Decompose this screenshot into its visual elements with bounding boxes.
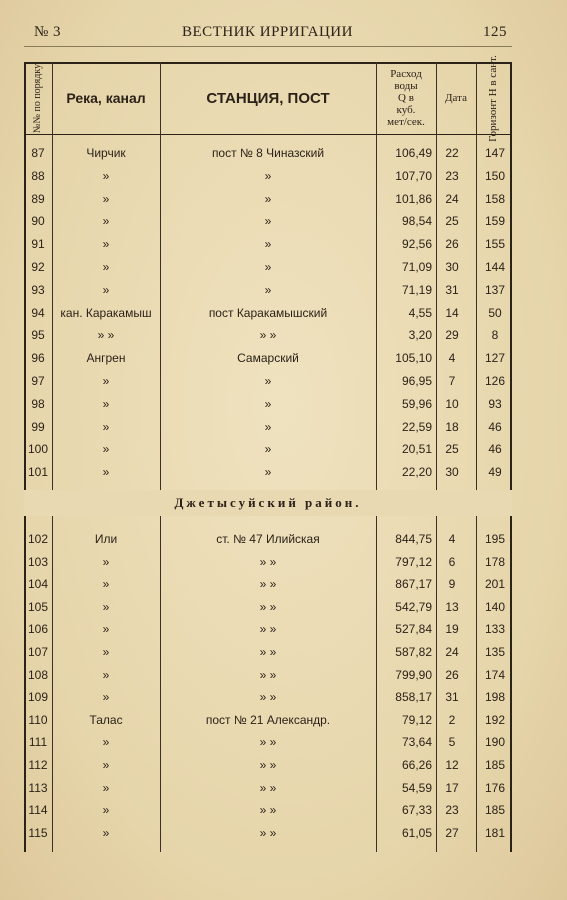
- river-cell: Ангрен: [86, 351, 126, 366]
- level-cell: 147: [484, 146, 506, 160]
- level-cell: 195: [484, 532, 506, 546]
- date-cell: 9: [448, 577, 456, 592]
- level-cell: 181: [484, 825, 506, 840]
- station-cell: пост № 21 Александр.: [205, 712, 331, 727]
- journal-title: ВЕСТНИК ИРРИГАЦИИ: [182, 24, 353, 40]
- col-header-discharge: Расход воды Q в куб. мет/сек.: [387, 68, 425, 128]
- station-cell: » »: [259, 577, 277, 592]
- date-cell: 22: [445, 146, 459, 160]
- row-number: 115: [28, 825, 48, 840]
- station-cell: » »: [259, 554, 277, 569]
- level-cell: 49: [488, 465, 502, 480]
- date-cell: 19: [445, 622, 459, 637]
- date-cell: 25: [445, 442, 459, 457]
- river-cell: »: [102, 396, 110, 411]
- river-cell: »: [102, 282, 110, 297]
- discharge-cell: 98,54: [401, 214, 432, 229]
- table-row: [24, 416, 512, 438]
- col-header-river: Река, канал: [66, 90, 146, 106]
- row-number: 90: [31, 214, 45, 229]
- date-cell: 26: [445, 667, 459, 682]
- table-row: [24, 641, 512, 663]
- station-cell: »: [264, 465, 272, 480]
- discharge-cell: 67,33: [401, 803, 432, 818]
- station-cell: »: [264, 442, 272, 457]
- river-cell: »: [102, 645, 110, 659]
- level-cell: 50: [488, 305, 502, 320]
- date-cell: 30: [445, 465, 459, 480]
- page-number: 125: [483, 24, 507, 40]
- river-cell: »: [102, 374, 110, 388]
- discharge-cell: 3,20: [408, 328, 432, 343]
- river-cell: »: [102, 667, 110, 682]
- station-cell: » »: [259, 690, 277, 705]
- table-row: [24, 664, 512, 686]
- date-cell: 18: [445, 419, 459, 434]
- row-number: 93: [31, 282, 45, 297]
- row-number: 111: [28, 735, 48, 750]
- table-row: [24, 142, 512, 164]
- row-number: 100: [27, 442, 49, 457]
- station-cell: »: [264, 191, 272, 206]
- row-number: 113: [28, 780, 48, 795]
- river-cell: »: [102, 191, 110, 206]
- river-cell: »: [102, 237, 110, 252]
- river-cell: »: [102, 260, 110, 274]
- station-cell: Самарский: [237, 351, 299, 366]
- station-cell: » »: [259, 825, 277, 840]
- row-number: 97: [31, 374, 45, 388]
- row-number: 94: [31, 305, 45, 320]
- discharge-cell: 106,49: [395, 146, 432, 160]
- station-cell: »: [264, 419, 272, 434]
- river-cell: »: [102, 465, 110, 480]
- station-cell: » »: [259, 803, 277, 818]
- discharge-cell: 79,12: [401, 712, 432, 727]
- station-cell: » »: [259, 758, 277, 772]
- table-row: [24, 686, 512, 708]
- row-number: 102: [27, 532, 49, 546]
- river-cell: »: [102, 419, 110, 434]
- col-header-date: Дата: [445, 92, 467, 104]
- discharge-cell: 858,17: [395, 690, 432, 705]
- row-number: 114: [28, 803, 48, 818]
- river-cell: »: [102, 168, 110, 183]
- row-number: 88: [31, 168, 45, 183]
- discharge-cell: 20,51: [401, 442, 432, 457]
- table-row: [24, 347, 512, 369]
- discharge-cell: 92,56: [401, 237, 432, 252]
- date-cell: 17: [445, 780, 459, 795]
- table-row: [24, 822, 512, 844]
- station-cell: » »: [259, 645, 277, 659]
- date-cell: 7: [448, 374, 456, 388]
- table-row: [24, 256, 512, 278]
- river-cell: »: [102, 554, 110, 569]
- level-cell: 46: [488, 419, 502, 434]
- date-cell: 23: [445, 168, 459, 183]
- level-cell: 185: [484, 803, 506, 818]
- discharge-cell: 867,17: [395, 577, 432, 592]
- date-cell: 31: [445, 690, 459, 705]
- level-cell: 46: [488, 442, 502, 457]
- row-number: 101: [27, 465, 49, 480]
- river-cell: »: [102, 758, 110, 772]
- date-cell: 6: [448, 554, 456, 569]
- date-cell: 23: [445, 803, 459, 818]
- discharge-cell: 71,09: [401, 260, 432, 274]
- discharge-cell: 71,19: [401, 282, 432, 297]
- station-cell: » »: [259, 599, 277, 614]
- discharge-cell: 101,86: [395, 191, 432, 206]
- discharge-cell: 4,55: [408, 305, 432, 320]
- date-cell: 14: [445, 305, 459, 320]
- date-cell: 25: [445, 214, 459, 229]
- level-cell: 178: [484, 554, 506, 569]
- col-header-no: №№ по порядку: [32, 63, 44, 133]
- level-cell: 159: [484, 214, 506, 229]
- discharge-cell: 587,82: [395, 645, 432, 659]
- level-cell: 201: [484, 577, 506, 592]
- table-header-rule: [24, 134, 512, 135]
- station-cell: » »: [259, 328, 277, 343]
- discharge-cell: 797,12: [395, 554, 432, 569]
- discharge-cell: 66,26: [401, 758, 432, 772]
- date-cell: 27: [445, 825, 459, 840]
- table-row: [24, 573, 512, 595]
- discharge-cell: 105,10: [395, 351, 432, 366]
- row-number: 87: [31, 146, 45, 160]
- table-row: [24, 279, 512, 301]
- level-cell: 190: [484, 735, 506, 750]
- table-row: [24, 618, 512, 640]
- discharge-cell: 799,90: [395, 667, 432, 682]
- page-header: [28, 24, 507, 46]
- station-cell: » »: [259, 667, 277, 682]
- table-row: [24, 799, 512, 821]
- discharge-cell: 527,84: [395, 622, 432, 637]
- station-cell: »: [264, 396, 272, 411]
- level-cell: 192: [484, 712, 506, 727]
- date-cell: 26: [445, 237, 459, 252]
- level-cell: 176: [484, 780, 506, 795]
- level-cell: 133: [484, 622, 506, 637]
- level-cell: 198: [484, 690, 506, 705]
- table-row: [24, 438, 512, 460]
- level-cell: 127: [484, 351, 506, 366]
- station-cell: »: [264, 374, 272, 388]
- level-cell: 158: [484, 191, 506, 206]
- date-cell: 4: [448, 532, 456, 546]
- discharge-table: [24, 54, 512, 852]
- row-number: 105: [27, 599, 49, 614]
- issue-number: № 3: [34, 24, 62, 40]
- row-number: 91: [31, 237, 45, 252]
- level-cell: 126: [484, 374, 506, 388]
- table-row: [24, 461, 512, 483]
- discharge-cell: 107,70: [395, 168, 432, 183]
- station-cell: ст. № 47 Илийская: [216, 532, 320, 546]
- table-row: [24, 233, 512, 255]
- station-cell: »: [264, 214, 272, 229]
- station-cell: » »: [259, 780, 277, 795]
- level-cell: 185: [484, 758, 506, 772]
- row-number: 95: [31, 328, 45, 343]
- discharge-cell: 59,96: [401, 396, 432, 411]
- table-row: [24, 188, 512, 210]
- date-cell: 2: [448, 712, 456, 727]
- table-row: [24, 324, 512, 346]
- table-row: [24, 210, 512, 232]
- river-cell: »: [102, 577, 110, 592]
- discharge-cell: 61,05: [401, 825, 432, 840]
- river-cell: »: [102, 825, 110, 840]
- discharge-cell: 96,95: [401, 374, 432, 388]
- river-cell: Чирчик: [86, 146, 126, 160]
- table-row: [24, 551, 512, 573]
- level-cell: 144: [484, 260, 506, 274]
- level-cell: 93: [488, 396, 502, 411]
- table-row: [24, 731, 512, 753]
- level-cell: 8: [491, 328, 499, 343]
- row-number: 104: [27, 577, 49, 592]
- row-number: 112: [28, 758, 48, 772]
- table-row: [24, 528, 512, 550]
- station-cell: » »: [259, 735, 277, 750]
- date-cell: 4: [448, 351, 456, 366]
- date-cell: 29: [445, 328, 459, 343]
- discharge-cell: 54,59: [401, 780, 432, 795]
- date-cell: 24: [445, 645, 459, 659]
- river-cell: »: [102, 622, 110, 637]
- station-cell: »: [264, 260, 272, 274]
- table-row: [24, 370, 512, 392]
- col-header-station: СТАНЦИЯ, ПОСТ: [206, 89, 330, 107]
- station-cell: пост Каракамышский: [208, 305, 328, 320]
- table-row: [24, 596, 512, 618]
- level-cell: 150: [484, 168, 506, 183]
- table-row: [24, 393, 512, 415]
- river-cell: »: [102, 214, 110, 229]
- river-cell: » »: [97, 328, 115, 343]
- date-cell: 12: [445, 758, 459, 772]
- date-cell: 5: [448, 735, 456, 750]
- river-cell: »: [102, 599, 110, 614]
- station-cell: пост № 8 Чиназский: [211, 146, 325, 160]
- region-heading: Джетысуйский район.: [24, 490, 512, 516]
- station-cell: »: [264, 282, 272, 297]
- row-number: 96: [31, 351, 45, 366]
- river-cell: »: [102, 735, 110, 750]
- row-number: 89: [31, 191, 45, 206]
- discharge-cell: 22,20: [401, 465, 432, 480]
- discharge-cell: 22,59: [401, 419, 432, 434]
- river-cell: »: [102, 690, 110, 705]
- river-cell: »: [102, 442, 110, 457]
- level-cell: 174: [484, 667, 506, 682]
- station-cell: »: [264, 237, 272, 252]
- river-cell: Талас: [89, 712, 123, 727]
- row-number: 106: [27, 622, 49, 637]
- header-rule: [24, 46, 512, 47]
- date-cell: 24: [445, 191, 459, 206]
- level-cell: 135: [484, 645, 506, 659]
- table-row: [24, 165, 512, 187]
- river-cell: »: [102, 803, 110, 818]
- row-number: 110: [28, 712, 48, 727]
- table-row: [24, 709, 512, 731]
- row-number: 108: [27, 667, 49, 682]
- river-cell: Или: [94, 532, 118, 546]
- river-cell: »: [102, 780, 110, 795]
- row-number: 92: [31, 260, 45, 274]
- table-row: [24, 777, 512, 799]
- level-cell: 140: [484, 599, 506, 614]
- row-number: 103: [27, 554, 49, 569]
- date-cell: 13: [445, 599, 459, 614]
- row-number: 98: [31, 396, 45, 411]
- date-cell: 10: [445, 396, 459, 411]
- level-cell: 155: [484, 237, 506, 252]
- date-cell: 30: [445, 260, 459, 274]
- row-number: 107: [27, 645, 49, 659]
- table-row: [24, 754, 512, 776]
- table-row: [24, 302, 512, 324]
- discharge-cell: 542,79: [395, 599, 432, 614]
- river-cell: кан. Каракамыш: [60, 305, 152, 320]
- date-cell: 31: [445, 282, 459, 297]
- level-cell: 137: [484, 282, 506, 297]
- station-cell: »: [264, 168, 272, 183]
- row-number: 99: [31, 419, 45, 434]
- discharge-cell: 844,75: [395, 532, 432, 546]
- col-header-level: Горизонт H в сант.: [486, 54, 499, 142]
- row-number: 109: [27, 690, 49, 705]
- station-cell: » »: [259, 622, 277, 637]
- discharge-cell: 73,64: [401, 735, 432, 750]
